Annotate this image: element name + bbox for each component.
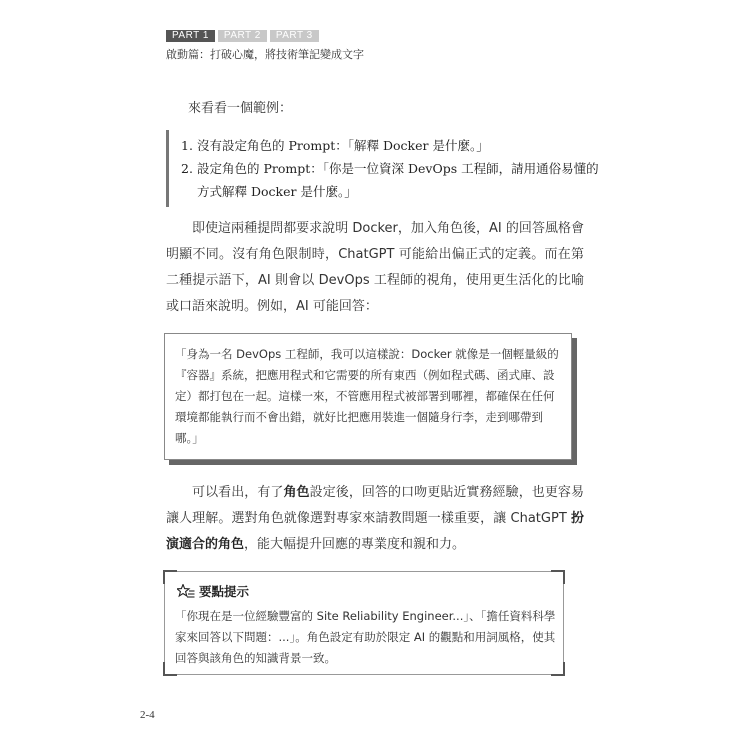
list-item — [181, 157, 611, 203]
corner-mark — [163, 570, 177, 584]
part-tab-2: PART 2 — [218, 30, 267, 42]
corner-mark — [551, 570, 565, 584]
intro-line: 來看看一個範例： — [188, 101, 293, 116]
list-item-text: 沒有設定角色的 Prompt：「解釋 Docker 是什麼。」 — [197, 138, 489, 153]
tip-body: 「你現在是一位經驗豐富的 Site Reliability Engineer...」、「擔任資料科學家來回答以下問題：...」。角色設定有助於限定 AI 的觀點和用詞風格，使其回答與該角色的知識背景一致。 — [175, 609, 556, 665]
bold-term-play-role: 扮演適合的角色 — [166, 511, 584, 552]
part-tab-1: PART 1 — [166, 30, 215, 42]
bold-term-role: 角色 — [283, 485, 310, 500]
part-tab-3: PART 3 — [270, 30, 319, 42]
paragraph-text: ，能大幅提升回應的專業度和親和力。 — [244, 537, 466, 552]
list-item — [181, 134, 611, 157]
page-number: 2-4 — [140, 709, 155, 721]
paragraph-text: 設定後，回答的口吻更貼近實務經驗，也更容易讓人理解。選對角色就像選對專家來請教問題一樣重要，讓 ChatGPT — [166, 485, 584, 526]
list-item-text: 設定角色的 Prompt：「你是一位資深 DevOps 工程師，請用通俗易懂的 — [197, 161, 599, 176]
example-list — [166, 130, 611, 207]
paragraph-text: 可以看出，有了 — [192, 485, 284, 500]
body-paragraph-2 — [166, 480, 584, 558]
chapter-title: 啟動篇：打破心魔，將技術筆記變成文字 — [166, 48, 364, 61]
part-tabs — [166, 30, 319, 42]
tip-heading — [177, 582, 249, 600]
body-paragraph-1: 即使這兩種提問都要求說明 Docker，加入角色後，AI 的回答風格會明顯不同。沒有角色限制時，ChatGPT 可能給出偏正式的定義。而在第二種提示語下，AI 則會以 DevOps 工程師的視角，使用更生活化的比喻或口語來說明。例如，AI 可能回答： — [166, 221, 584, 314]
list-item-number: 1. — [181, 138, 193, 153]
list-item-text-continued: 方式解釋 Docker 是什麼。」 — [197, 184, 357, 199]
tip-box — [164, 571, 564, 675]
star-list-icon — [177, 584, 195, 598]
tip-heading-text: 要點提示 — [199, 584, 250, 599]
example-answer-box: 「身為一名 DevOps 工程師，我可以這樣說：Docker 就像是一個輕量級的『容器』系統，把應用程式和它需要的所有東西（例如程式碼、函式庫、設定）都打包在一起。這樣一來，不管應用程式被部署到哪裡，都確保在任何環境都能執行而不會出錯，就好比把應用裝進一個隨身行李，走到哪帶到哪。」 — [164, 333, 572, 460]
list-item-number: 2. — [181, 161, 193, 176]
